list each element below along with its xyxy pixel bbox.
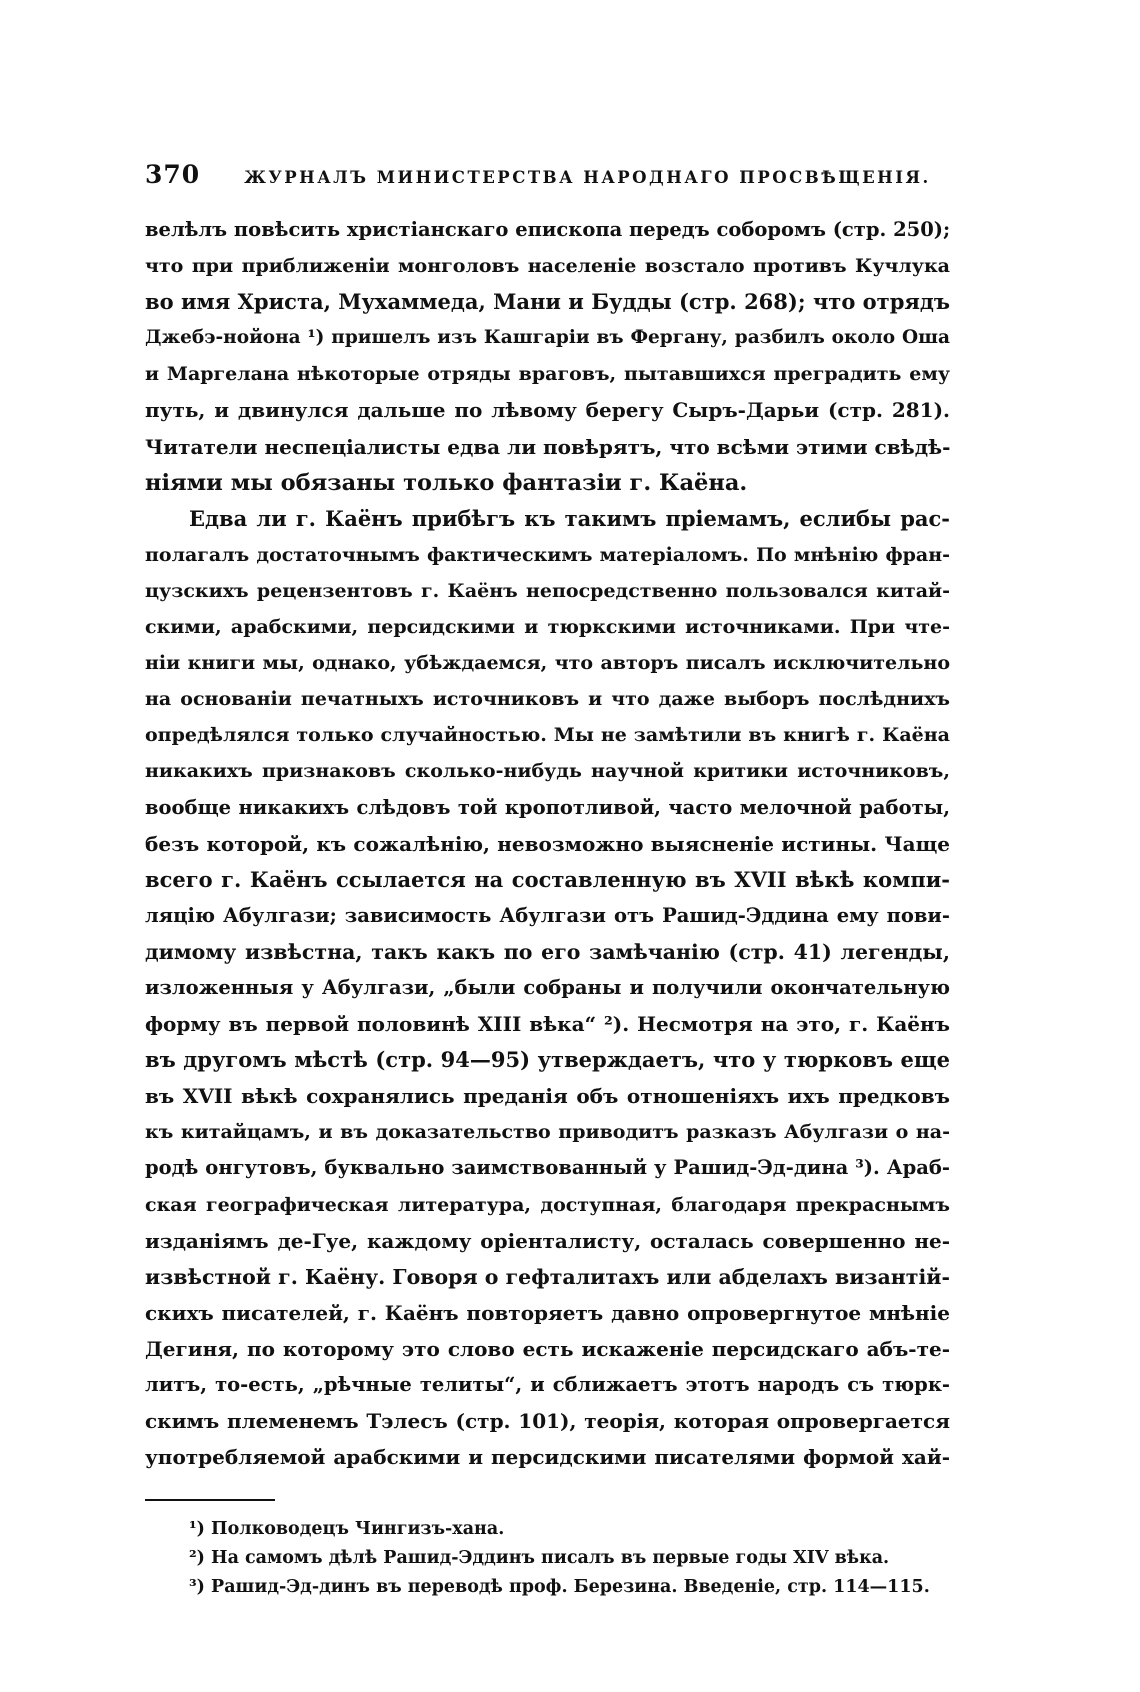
- text-line: вообще никакихъ слѣдовъ той кропотливой, часто мелочной работы,: [145, 795, 950, 819]
- footnote-item: ²) На самомъ дѣлѣ Рашид-Эддинъ писалъ въ первые годы XIV вѣка.: [189, 1548, 890, 1569]
- text-line: употребляемой арабскими и персидскими писателями формой хай-: [145, 1445, 950, 1470]
- text-line: во имя Христа, Мухаммеда, Мани и Будды (стр. 268); что отрядъ: [145, 289, 950, 315]
- text-line: скихъ писателей, г. Каёнъ повторяетъ давно опровергнутое мнѣніе: [145, 1300, 950, 1325]
- text-line: Дегиня, по которому это слово есть искаженіе персидскаго абъ-те-: [145, 1336, 950, 1361]
- text-line: полагалъ достаточнымъ фактическимъ матеріаломъ. По мнѣнію фран-: [145, 543, 950, 566]
- text-line: Джебэ-нойона ¹) пришелъ изъ Кашгаріи въ Фергану, разбилъ около Оша: [145, 327, 950, 349]
- text-line: что при приближеніи монголовъ населеніе возстало противъ Кучлука: [145, 255, 950, 278]
- text-line: Читатели неспеціалисты едва ли повѣрятъ, что всѣми этими свѣдѣ-: [145, 434, 951, 459]
- running-head: [145, 160, 950, 198]
- footnotes: [145, 1515, 950, 1602]
- text-line: безъ которой, къ сожалѣнію, невозможно выясненіе истины. Чаще: [145, 831, 950, 856]
- text-line: и Маргелана нѣкоторые отряды враговъ, пытавшихся преградить ему: [145, 363, 950, 386]
- text-line: родѣ онгутовъ, буквально заимствованный у Рашид-Эд-дина ³). Араб-: [145, 1156, 950, 1180]
- text-line: ская географическая литература, доступная, благодаря прекраснымъ: [145, 1193, 950, 1216]
- text-line: путь, и двинулся дальше по лѣвому берегу Сыръ-Дарьи (стр. 281).: [145, 398, 950, 423]
- body-text: [145, 212, 950, 1475]
- text-line: на основаніи печатныхъ источниковъ и что даже выборъ послѣднихъ: [145, 688, 950, 711]
- book-page: [145, 160, 950, 1602]
- footnote-item: ³) Рашид-Эд-динъ въ переводѣ проф. Березина. Введеніе, стр. 114—115.: [189, 1577, 930, 1598]
- footnote-divider: [145, 1499, 275, 1501]
- text-line: форму въ первой половинѣ XIII вѣка“ ²). Несмотря на это, г. Каёнъ: [145, 1012, 950, 1037]
- text-line: всего г. Каёнъ ссылается на составленную въ XVII вѣкѣ компи-: [145, 866, 950, 892]
- text-line: изданіямъ де-Гуе, каждому оріенталисту, осталась совершенно не-: [145, 1228, 950, 1253]
- text-line: изложенныя у Абулгази, „были собраны и получили окончательную: [145, 975, 950, 999]
- text-line: ніи книги мы, однако, убѣждаемся, что авторъ писалъ исключительно: [145, 652, 950, 675]
- text-line: извѣстной г. Каёну. Говоря о гефталитахъ или абделахъ византій-: [145, 1264, 950, 1289]
- text-line: велѣлъ повѣсить христіанскаго епископа передъ соборомъ (стр. 250);: [145, 218, 951, 241]
- text-line: скимъ племенемъ Тэлесъ (стр. 101), теорія, которая опровергается: [145, 1409, 950, 1434]
- text-line: къ китайцамъ, и въ доказательство приводитъ разказъ Абулгази о на-: [145, 1121, 950, 1144]
- footnote-item: ¹) Полководецъ Чингизъ-хана.: [189, 1519, 505, 1540]
- text-line: опредѣлялся только случайностью. Мы не замѣтили въ книгѣ г. Каёна: [145, 724, 950, 747]
- text-line: скими, арабскими, персидскими и тюркскими источниками. При чте-: [145, 616, 950, 639]
- text-line: димому извѣстна, такъ какъ по его замѣчанію (стр. 41) легенды,: [145, 939, 950, 964]
- text-line: Едва ли г. Каёнъ прибѣгъ къ такимъ пріемамъ, еслибы рас-: [189, 505, 950, 531]
- text-line: въ другомъ мѣстѣ (стр. 94—95) утверждаетъ, что у тюрковъ еще: [145, 1047, 950, 1073]
- text-line: ніями мы обязаны только фантазіи г. Каёна.: [145, 469, 748, 496]
- text-line: цузскихъ рецензентовъ г. Каёнъ непосредственно пользовался китай-: [145, 579, 950, 602]
- page-number: 370: [145, 160, 201, 189]
- text-line: ляцію Абулгази; зависимость Абулгази отъ Рашид-Эддина ему пови-: [145, 903, 950, 927]
- journal-title: ЖУРНАЛЪ МИНИСТЕРСТВА НАРОДНАГО ПРОСВѢЩЕНІЯ.: [244, 168, 931, 187]
- text-line: въ XVII вѣкѣ сохранялись преданія объ отношеніяхъ ихъ предковъ: [145, 1084, 950, 1109]
- text-line: литъ, то-есть, „рѣчные телиты“, и сближаетъ этотъ народъ съ тюрк-: [145, 1373, 950, 1396]
- text-line: никакихъ признаковъ сколько-нибудь научной критики источниковъ,: [145, 760, 950, 783]
